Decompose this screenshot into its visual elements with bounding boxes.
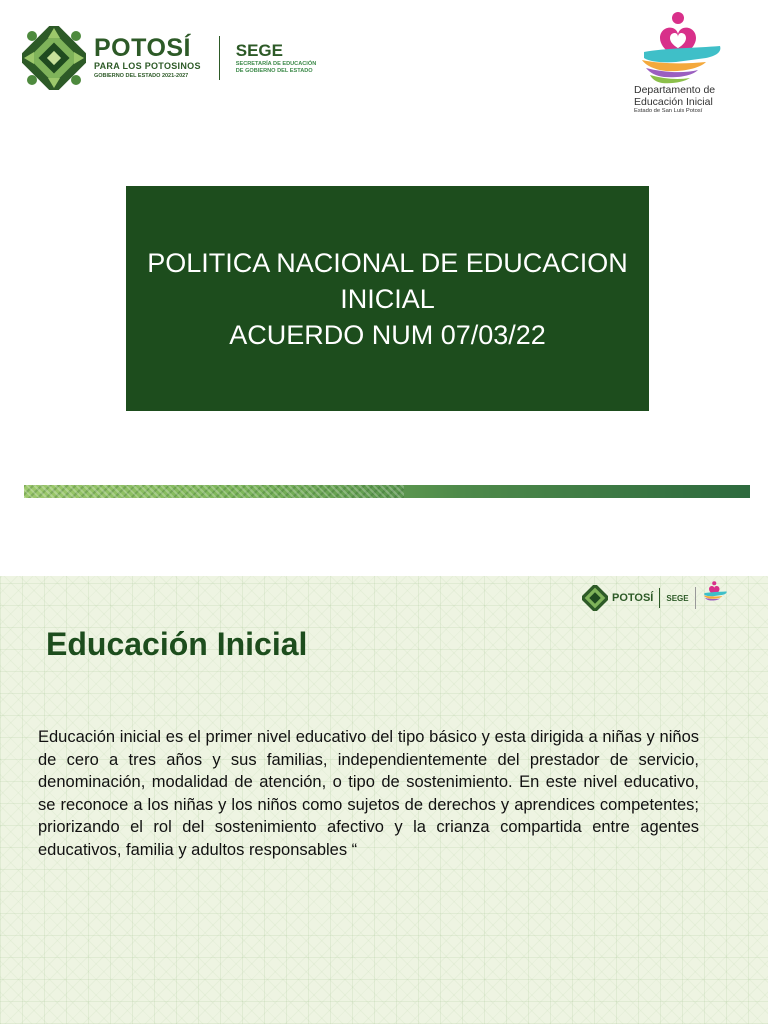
sege-wordmark bbox=[236, 41, 317, 75]
dept-line-1: Departamento de bbox=[634, 84, 716, 96]
potosi-gobierno: GOBIERNO DEL ESTADO 2021-2027 bbox=[94, 73, 189, 79]
mini-sege-wordmark bbox=[666, 594, 688, 603]
mini-sege-title: SEGE bbox=[666, 593, 689, 603]
title-line-1: POLITICA NACIONAL DE EDUCACION bbox=[147, 247, 628, 278]
educacion-inicial-logo bbox=[630, 8, 750, 116]
mini-logo-strip bbox=[582, 580, 730, 616]
title-line-3: ACUERDO NUM 07/03/22 bbox=[229, 319, 546, 350]
potosi-emblem-icon bbox=[22, 26, 86, 90]
dept-line-2: Educación Inicial bbox=[634, 96, 713, 108]
dept-line-3: Estado de San Luis Potosí bbox=[634, 108, 703, 114]
mini-potosi-title: POTOSÍ bbox=[612, 592, 654, 604]
potosi-emblem-icon bbox=[582, 585, 608, 611]
hand-heart-icon bbox=[702, 580, 730, 604]
potosi-wordmark bbox=[94, 35, 201, 81]
section-heading: Educación Inicial bbox=[46, 626, 308, 662]
potosi-subtitle: PARA LOS POTOSINOS bbox=[94, 61, 201, 71]
title-line-2: INICIAL bbox=[340, 283, 435, 314]
sege-subtitle-1: SECRETARÍA DE EDUCACIÓN bbox=[235, 61, 317, 67]
potosi-title: POTOSÍ bbox=[94, 34, 192, 62]
logo-divider bbox=[219, 36, 220, 80]
slide-2 bbox=[0, 576, 768, 1024]
sege-title: SEGE bbox=[235, 41, 283, 60]
section-body-text: Educación inicial es el primer nivel educativo del tipo básico y esta dirigida a niñas y niños de cero a tres años y sus familias, independientemente del prestador de servicio, denominación, modalidad de atención, o tipo de sostenimiento. En este nivel educativo, se reconoce a los niñas y los niños como sujetos de derechos y aprendices competentes; priorizando el rol del sostenimiento afectivo y la crianza compartida entre agentes educativos, familia y adultos responsables “ bbox=[38, 728, 699, 859]
mini-educacion-inicial-logo bbox=[702, 580, 730, 616]
title-box bbox=[126, 186, 649, 411]
mini-logo-divider-2 bbox=[695, 587, 696, 609]
hand-heart-icon bbox=[636, 8, 732, 88]
mini-potosi-wordmark bbox=[612, 592, 653, 604]
sege-subtitle-2: DE GOBIERNO DEL ESTADO bbox=[235, 68, 313, 74]
potosi-sege-logo bbox=[22, 24, 316, 92]
mini-logo-divider bbox=[659, 588, 660, 608]
decorative-band-texture bbox=[24, 485, 404, 498]
